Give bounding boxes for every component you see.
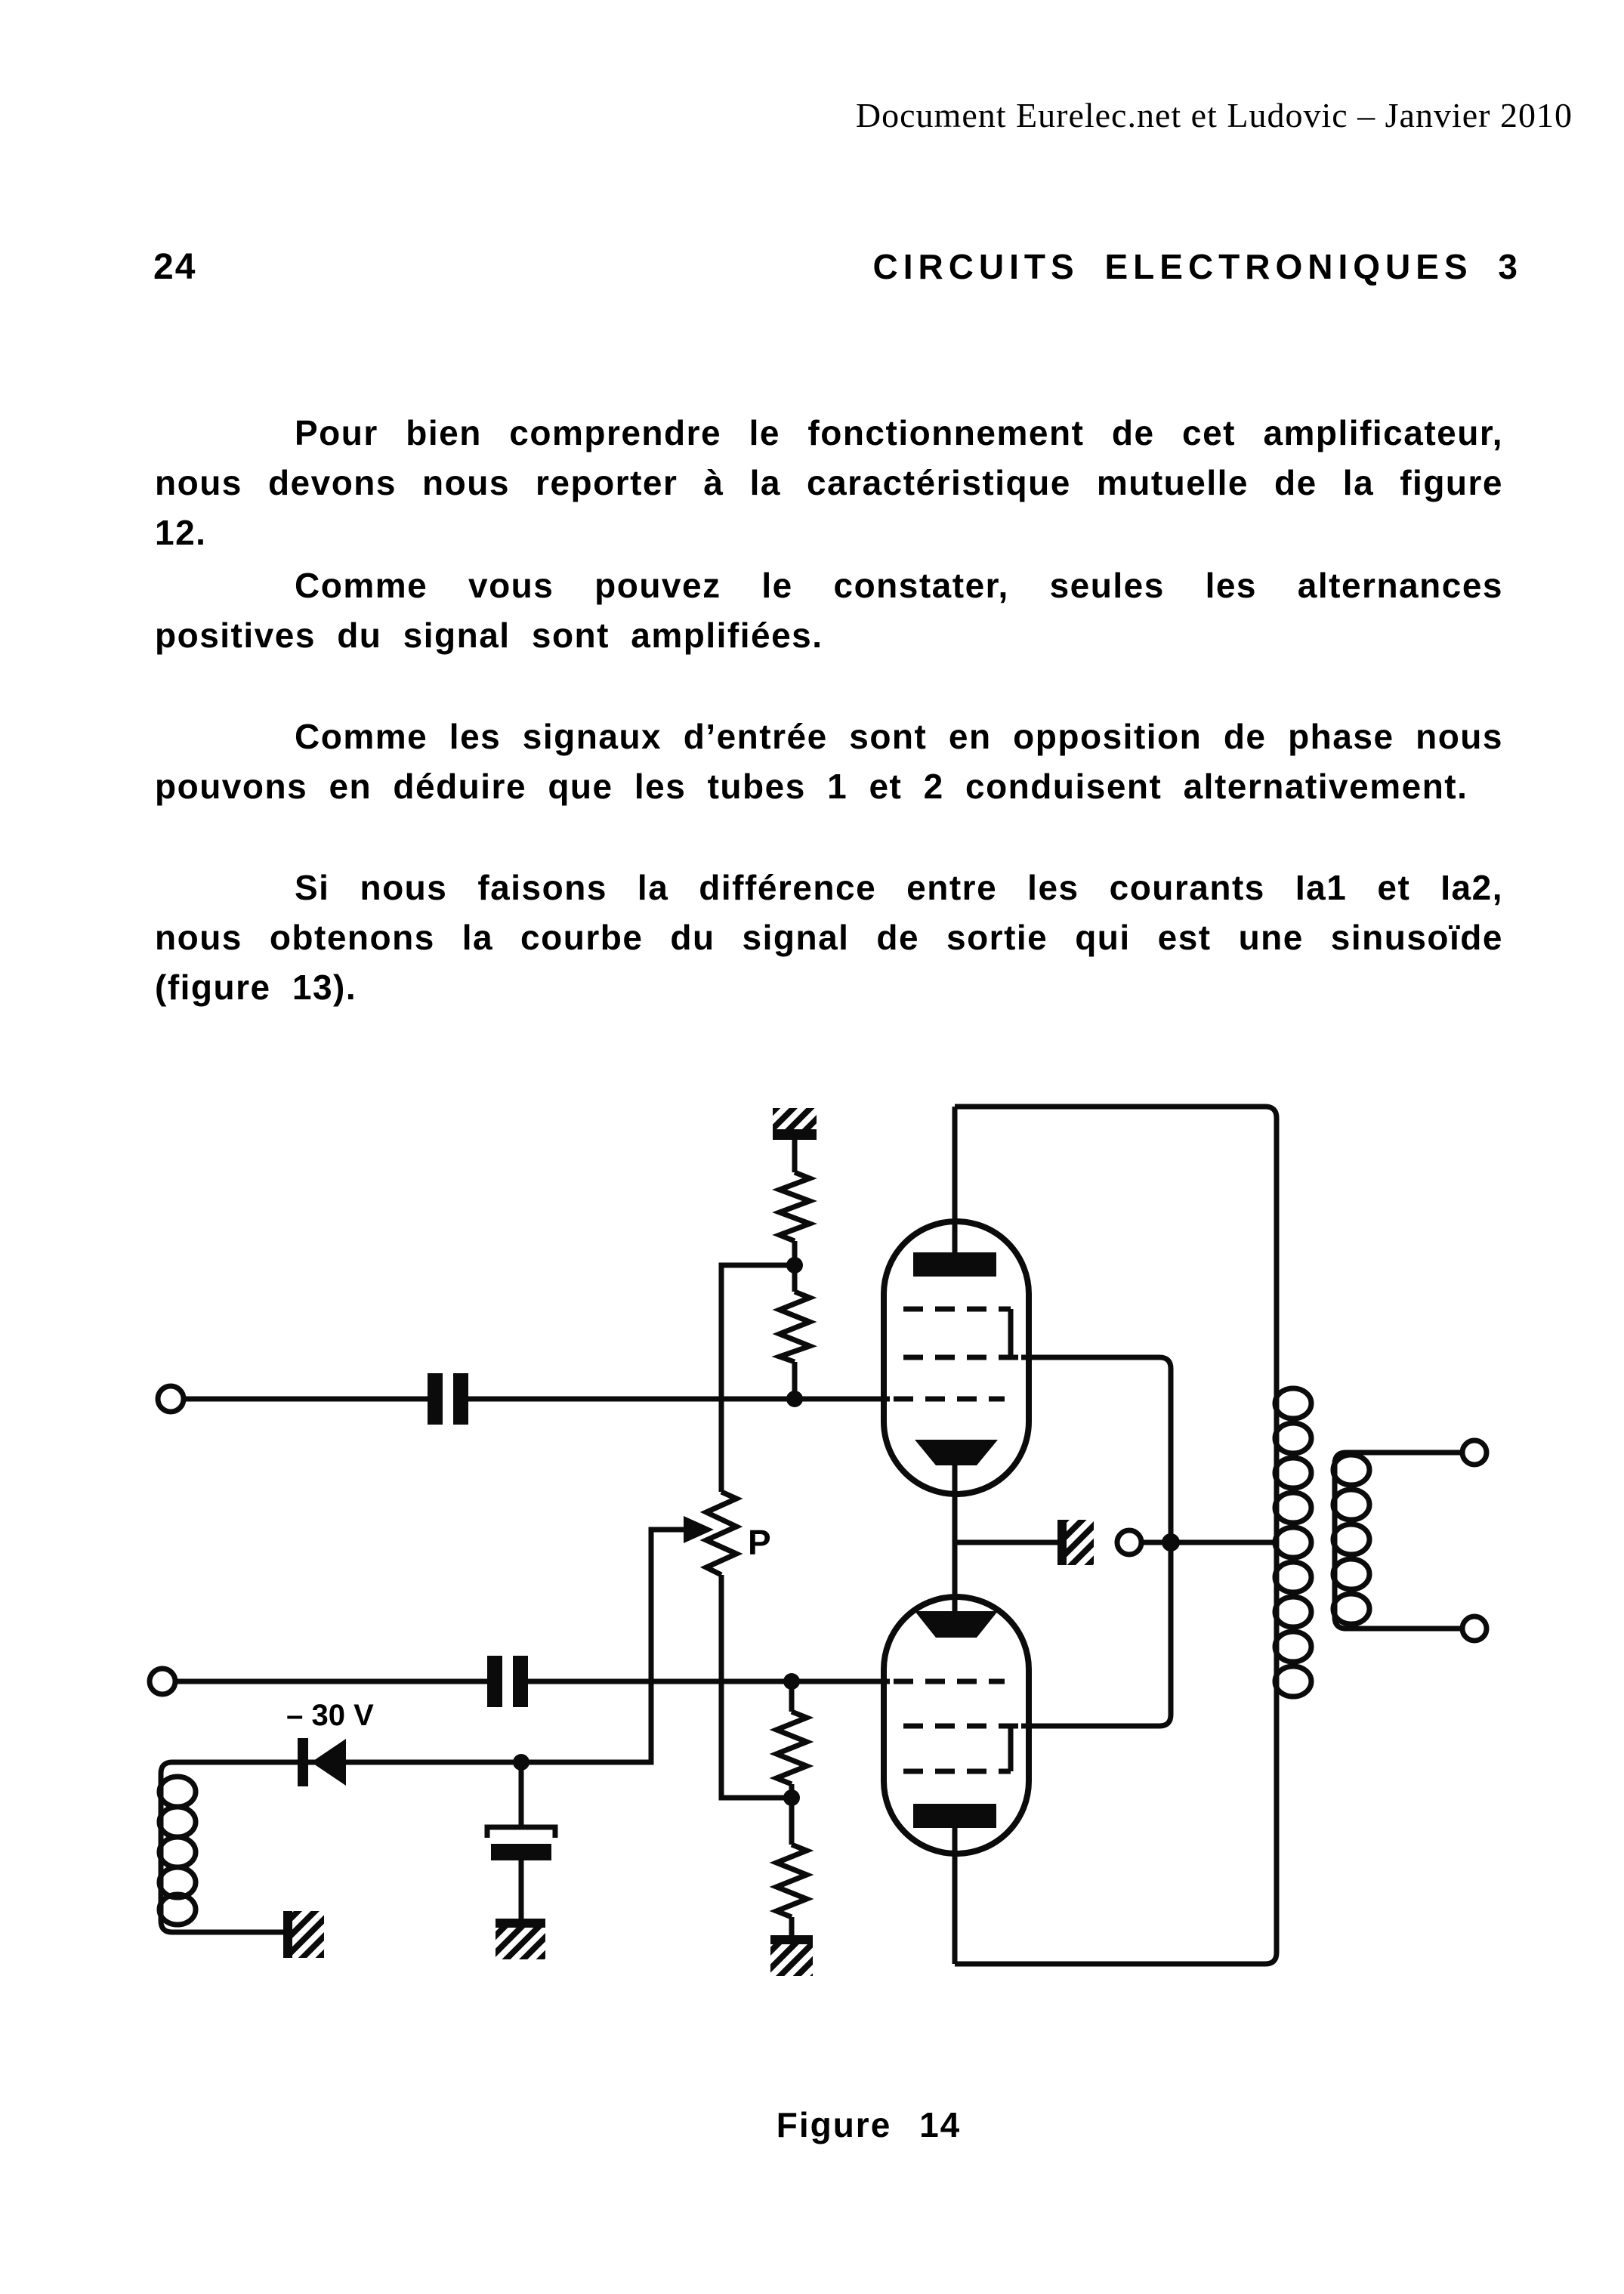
bias-winding-coil-icon: [159, 1777, 196, 1925]
bias-voltage-label: – 30 V: [286, 1699, 374, 1732]
bias-diode-icon: [286, 1699, 374, 1786]
output-transformer-secondary-icon: [1333, 1453, 1462, 1629]
paragraph-1-text: Pour bien comprendre le fonctionnement de cet amplificateur, nous devons nous reporter à la caractéristique mutuelle de la figure 12.: [155, 413, 1503, 552]
balance-potentiometer-icon: [684, 1265, 795, 1798]
bias-filter-capacitor-icon: [487, 1762, 555, 1959]
ground-top-icon: [773, 1108, 817, 1172]
pentode-tube-2-icon: [884, 1542, 1029, 1964]
coupling-capacitor-bottom-icon: [487, 1656, 890, 1707]
input-terminal-top-icon: [158, 1386, 428, 1412]
grid-resistor-chain-top-icon: [780, 1172, 810, 1407]
supply-terminal-icon: [1117, 1530, 1277, 1555]
document-title: CIRCUITS ELECTRONIQUES 3: [872, 247, 1523, 286]
cathode-ground-icon: [955, 1520, 1094, 1565]
bias-line: [161, 1530, 684, 1932]
paragraph-2-text: Comme vous pouvez le constater, seules les alternances positives du signal sont amplifiées.: [155, 566, 1503, 655]
output-terminal-top-icon: [1462, 1440, 1487, 1465]
potentiometer-label: P: [748, 1523, 771, 1562]
output-terminal-bottom-icon: [1462, 1616, 1487, 1641]
paragraph-3-text: Comme les signaux d’entrée sont en opposition de phase nous pouvons en déduire que les tubes 1 et 2 conduisent alternativement.: [155, 717, 1503, 806]
page-number: 24: [153, 247, 197, 287]
input-terminal-bottom-icon: [150, 1669, 487, 1694]
coupling-capacitor-top-icon: [428, 1373, 890, 1425]
grid-resistor-chain-bottom-icon: [770, 1681, 813, 1976]
paragraph-4-text: Si nous faisons la différence entre les courants Ia1 et Ia2, nous obtenons la courbe du signal de sortie qui est une sinusoïde (figure 13).: [155, 868, 1503, 1007]
header-credit: Document Eurelec.net et Ludovic – Janvier 2010: [855, 96, 1573, 134]
ground-coil-icon: [283, 1911, 324, 1958]
figure-caption: Figure 14: [776, 2105, 962, 2144]
pentode-tube-1-icon: [884, 1107, 1029, 1542]
